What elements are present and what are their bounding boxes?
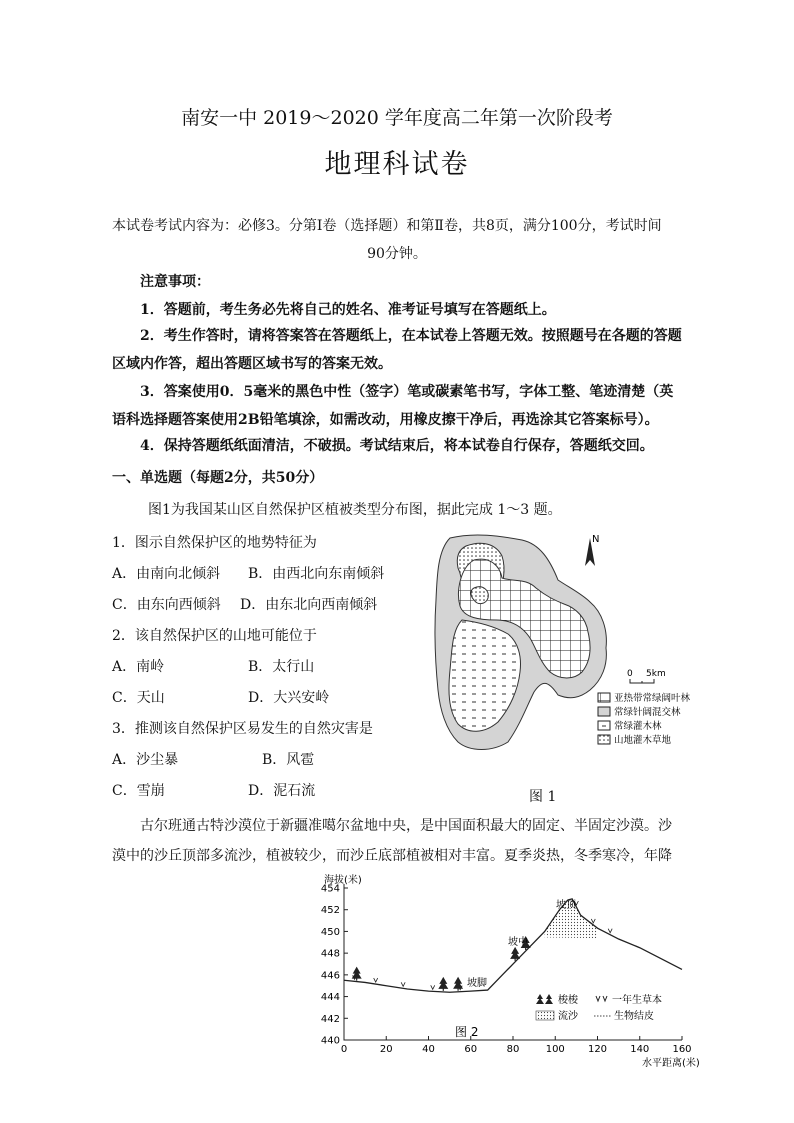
legend-swatch-mixed: [598, 707, 610, 716]
legend-swatch-shrub: [598, 721, 610, 730]
annotation-slope-top: 坡顶: [556, 900, 576, 911]
legend-swatch-grass: [598, 735, 610, 744]
x-tick-label: 40: [422, 1044, 435, 1055]
annotation-slope-middle: 坡中: [508, 937, 528, 948]
note-4: 4．保持答题纸纸面清洁，不破损。考试结束后，将本试卷自行保存，答题纸交回。: [140, 438, 654, 454]
saxaul-marker: [510, 947, 520, 961]
y-tick-label: 452: [320, 905, 340, 917]
legend-quicksand-swatch: [536, 1011, 554, 1020]
x-tick-label: 160: [672, 1044, 692, 1055]
section-title: 一、单选题（每题2分，共50分）: [112, 470, 324, 486]
notes-title: 注意事项：: [140, 274, 210, 290]
q1-option-c: C．由东向西倾斜: [112, 597, 221, 613]
annual-herb-marker: [431, 985, 435, 989]
annual-herb-marker: [374, 978, 378, 982]
saxaul-marker: [438, 977, 448, 991]
intro-line-1: 本试卷考试内容为：必修3。分第Ⅰ卷（选择题）和第Ⅱ卷，共8页，满分100分，考试时间: [112, 218, 662, 234]
scale-zero: 0: [627, 669, 633, 679]
legend-label-quicksand: 流沙: [558, 1011, 578, 1022]
saxaul-marker: [453, 977, 463, 991]
q3-option-c: C．雪崩: [112, 783, 165, 799]
figure-2-elevation-profile: [300, 870, 700, 1070]
exam-subject-title: 地理科试卷: [324, 149, 470, 180]
q2-stem: 2．该自然保护区的山地可能位于: [112, 628, 317, 644]
legend-label-grass: 山地灌木草地: [614, 735, 672, 746]
legend-label-saxaul: 梭梭: [558, 995, 578, 1006]
q3-option-b: B．风雹: [262, 752, 315, 768]
legend-label-mixed: 常绿针阔混交林: [614, 707, 681, 718]
q2-option-b: B．太行山: [248, 659, 315, 675]
y-tick-label: 450: [320, 926, 340, 938]
x-tick-label: 0: [340, 1044, 348, 1055]
scale-5km: 5km: [646, 669, 666, 679]
annual-herb-marker: [401, 982, 405, 986]
q1-option-d: D．由东北向西南倾斜: [240, 597, 378, 613]
note-3-line-2: 语科选择题答案使用2B铅笔填涂，如需改动，用橡皮擦干净后，再选涂其它答案标号）。: [112, 412, 659, 428]
scale-bar: [630, 679, 654, 683]
chart-y-axis-label: 海拔(米): [324, 875, 362, 886]
annual-herb-marker: [591, 919, 595, 923]
annual-herb-marker: [608, 929, 612, 933]
section-lead: 图1为我国某山区自然保护区植被类型分布图，据此完成 1～3 题。: [148, 502, 562, 518]
chart-title: 图 2: [455, 1025, 479, 1039]
y-tick-label: 440: [320, 1035, 340, 1047]
note-2-line-1: 2．考生作答时，请将答案答在答题纸上，在本试卷上答题无效。按照题号在各题的答题: [140, 328, 682, 344]
note-2-line-2: 区域内作答，超出答题区域书写的答案无效。: [112, 356, 392, 372]
x-tick-label: 80: [506, 1044, 520, 1055]
legend-label-broadleaf: 亚热带常绿阔叶林: [614, 693, 691, 704]
q2-option-a: A．南岭: [112, 659, 165, 675]
legend-label-annual-herb: 一年生草本: [612, 995, 662, 1006]
x-tick-label: 140: [630, 1044, 650, 1055]
x-tick-label: 100: [545, 1044, 565, 1055]
chart-x-axis-label: 水平距离(米): [642, 1058, 700, 1069]
note-3-line-1: 3．答案使用0．5毫米的黑色中性（签字）笔或碳素笔书写，字体工整、笔迹清楚（英: [140, 384, 674, 400]
y-tick-label: 442: [320, 1013, 340, 1025]
x-tick-label: 120: [587, 1044, 608, 1055]
q1-option-a: A．由南向北倾斜: [112, 566, 221, 582]
x-tick-label: 60: [464, 1044, 478, 1055]
legend-swatch-broadleaf: [598, 693, 610, 702]
q2-option-c: C．天山: [112, 690, 165, 706]
q1-stem: 1．图示自然保护区的地势特征为: [112, 535, 317, 551]
q2-option-d: D．大兴安岭: [248, 690, 330, 706]
q3-option-d: D．泥石流: [248, 783, 316, 799]
q1-option-b: B．由西北向东南倾斜: [248, 566, 385, 582]
north-label: N: [592, 534, 600, 545]
legend-label-crust: 生物结皮: [614, 1011, 654, 1022]
figure-1-caption: 图 1: [529, 789, 557, 805]
passage-line-1: 古尔班通古特沙漠位于新疆准噶尔盆地中央，是中国面积最大的固定、半固定沙漠。沙: [140, 818, 672, 834]
x-tick-label: 20: [379, 1044, 393, 1055]
y-tick-label: 448: [320, 948, 340, 960]
y-tick-label: 444: [320, 992, 340, 1004]
figure-1-vegetation-map: [430, 530, 720, 758]
y-tick-label: 454: [320, 883, 340, 895]
q3-option-a: A．沙尘暴: [112, 752, 179, 768]
passage-line-2: 漠中的沙丘顶部多流沙，植被较少，而沙丘底部植被相对丰富。夏季炎热，冬季寒冷，年降: [112, 848, 672, 864]
legend-saxaul-icon: [536, 994, 553, 1004]
note-1: 1．答题前，考生务必先将自己的姓名、准考证号填写在答题纸上。: [140, 302, 556, 318]
exam-school-title: 南安一中 2019～2020 学年度高二年第一次阶段考: [181, 107, 613, 129]
legend-label-shrub: 常绿灌木林: [614, 721, 662, 732]
annotation-slope-foot: 坡脚: [467, 978, 487, 989]
legend-annual-herb-icon: [596, 996, 607, 1001]
saxaul-marker: [352, 967, 362, 981]
y-tick-label: 446: [320, 970, 340, 982]
intro-line-2: 90分钟。: [367, 246, 427, 262]
q3-stem: 3．推测该自然保护区易发生的自然灾害是: [112, 721, 373, 737]
